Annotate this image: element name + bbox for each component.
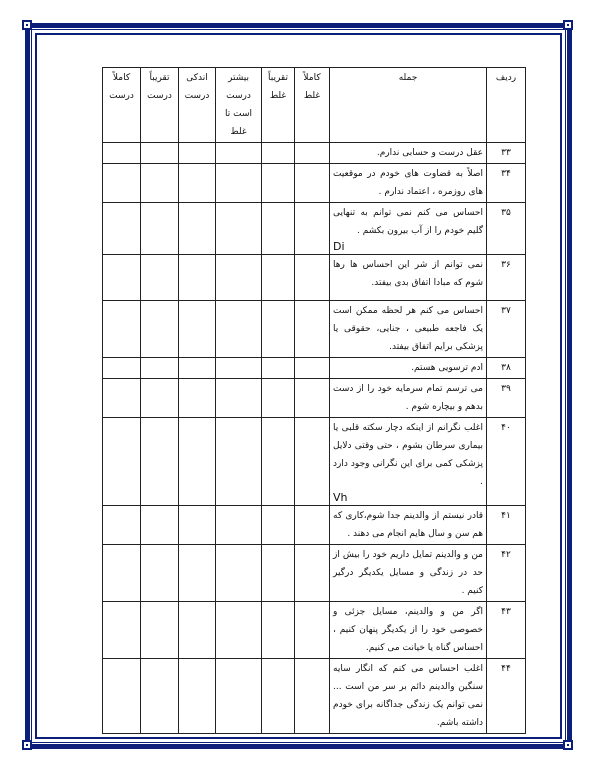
row-sentence [330, 203, 487, 255]
answer-cell-completely-false[interactable] [295, 418, 330, 506]
answer-cell-almost-false[interactable] [262, 301, 295, 358]
answer-cell-more-true-than-false[interactable] [216, 545, 262, 602]
answer-cell-slightly-true[interactable] [179, 143, 216, 164]
row-sentence [330, 659, 487, 734]
row-sentence [330, 255, 487, 301]
answer-cell-more-true-than-false[interactable] [216, 255, 262, 301]
sentence-text: می ترسم تمام سرمایه خود را از دست بدهم و بیچاره شوم . [333, 384, 483, 412]
sentence-mark: Di [333, 240, 345, 253]
answer-cell-slightly-true[interactable] [179, 506, 216, 545]
answer-cell-slightly-true[interactable] [179, 418, 216, 506]
answer-cell-slightly-true[interactable] [179, 301, 216, 358]
answer-cell-completely-true[interactable] [103, 255, 141, 301]
answer-cell-slightly-true[interactable] [179, 164, 216, 203]
sentence-text: ادم ترسویی هستم. [411, 363, 483, 373]
answer-cell-almost-false[interactable] [262, 659, 295, 734]
row-number: ۴۳ [487, 602, 526, 659]
row-number: ۳۹ [487, 379, 526, 418]
row-sentence [330, 164, 487, 203]
sentence-text: اگر من و والدینم، مسایل جزئی و خصوصی خود را از یکدیگر پنهان کنیم ، احساس گناه یا خیانت می کنیم. [333, 607, 483, 653]
table-row [103, 659, 526, 734]
row-sentence [330, 602, 487, 659]
answer-cell-almost-true[interactable] [141, 506, 179, 545]
answer-cell-almost-true[interactable] [141, 418, 179, 506]
table-row [103, 301, 526, 358]
header-slightly-true: اندکی درست [179, 68, 216, 143]
row-sentence [330, 143, 487, 164]
answer-cell-almost-true[interactable] [141, 379, 179, 418]
row-sentence [330, 418, 487, 506]
answer-cell-completely-false[interactable] [295, 143, 330, 164]
answer-cell-almost-false[interactable] [262, 255, 295, 301]
answer-cell-almost-true[interactable] [141, 545, 179, 602]
table-row [103, 358, 526, 379]
corner-ornament-bottom-left [22, 740, 32, 750]
row-number: ۳۶ [487, 255, 526, 301]
table-header-row [103, 68, 526, 143]
table-row [103, 379, 526, 418]
row-sentence [330, 506, 487, 545]
sentence-mark: Vh [333, 491, 348, 504]
answer-cell-completely-true[interactable] [103, 602, 141, 659]
answer-cell-completely-false[interactable] [295, 379, 330, 418]
answer-cell-slightly-true[interactable] [179, 602, 216, 659]
row-number: ۴۴ [487, 659, 526, 734]
answer-cell-slightly-true[interactable] [179, 358, 216, 379]
answer-cell-completely-true[interactable] [103, 301, 141, 358]
row-number: ۳۵ [487, 203, 526, 255]
answer-cell-completely-true[interactable] [103, 545, 141, 602]
answer-cell-more-true-than-false[interactable] [216, 358, 262, 379]
answer-cell-completely-false[interactable] [295, 358, 330, 379]
answer-cell-almost-false[interactable] [262, 602, 295, 659]
sentence-text: اصلاً به قضاوت های خودم در موقعیت های روزمره ، اعتماد ندارم . [333, 169, 483, 197]
row-sentence [330, 379, 487, 418]
sentence-text: قادر نیستم از والدینم جدا شوم،کاری که هم سن و سال هایم انجام می دهند . [333, 511, 483, 539]
answer-cell-almost-false[interactable] [262, 506, 295, 545]
row-number: ۴۰ [487, 418, 526, 506]
sentence-text: احساس می کنم نمی توانم به تنهایی گلیم خودم را از آب بیرون بکشم . [333, 208, 483, 236]
answer-cell-almost-false[interactable] [262, 143, 295, 164]
header-sentence: جمله [330, 68, 487, 143]
answer-cell-more-true-than-false[interactable] [216, 143, 262, 164]
sentence-text: من و والدینم تمایل داریم خود را بیش از حد در زندگی و مسایل یکدیگر درگیر کنیم . [333, 550, 483, 596]
answer-cell-slightly-true[interactable] [179, 545, 216, 602]
sentence-text: عقل درست و حسابی ندارم. [376, 148, 483, 158]
answer-cell-almost-false[interactable] [262, 203, 295, 255]
table-row [103, 255, 526, 301]
answer-cell-almost-false[interactable] [262, 358, 295, 379]
answer-cell-almost-true[interactable] [141, 659, 179, 734]
answer-cell-almost-false[interactable] [262, 545, 295, 602]
answer-cell-completely-true[interactable] [103, 358, 141, 379]
answer-cell-completely-false[interactable] [295, 659, 330, 734]
sentence-text: نمی توانم از شر این احساس ها رها شوم که مبادا اتفاق بدی بیفتد. [333, 260, 483, 288]
answer-cell-completely-true[interactable] [103, 659, 141, 734]
answer-cell-completely-false[interactable] [295, 301, 330, 358]
sentence-text: اغلب احساس می کنم که انگار سایه سنگین والدینم دائم بر سر من است ... نمی توانم یک زندگی جداگانه برای خودم داشته باشم. [333, 664, 483, 728]
table-row [103, 143, 526, 164]
answer-cell-completely-false[interactable] [295, 203, 330, 255]
table-row [103, 545, 526, 602]
answer-cell-completely-true[interactable] [103, 164, 141, 203]
answer-cell-almost-true[interactable] [141, 143, 179, 164]
row-number: ۴۲ [487, 545, 526, 602]
header-almost-true: تقریباً درست [141, 68, 179, 143]
header-row-number: ردیف [487, 68, 526, 143]
answer-cell-completely-false[interactable] [295, 255, 330, 301]
answer-cell-almost-true[interactable] [141, 602, 179, 659]
header-almost-false: تقریباً غلط [262, 68, 295, 143]
answer-cell-completely-false[interactable] [295, 164, 330, 203]
answer-cell-completely-true[interactable] [103, 203, 141, 255]
row-sentence [330, 301, 487, 358]
header-more-true-than-false: بیشتر درست است تا غلط [216, 68, 262, 143]
table-row [103, 164, 526, 203]
answer-cell-completely-false[interactable] [295, 506, 330, 545]
row-number: ۳۷ [487, 301, 526, 358]
answer-cell-almost-false[interactable] [262, 379, 295, 418]
sentence-text: احساس می کنم هر لحظه ممکن است یک فاجعه طبیعی ، جنایی، حقوقی یا پزشکی برایم اتفاق بیفتد. [333, 306, 483, 352]
answer-cell-completely-true[interactable] [103, 506, 141, 545]
questionnaire-table [102, 67, 526, 734]
answer-cell-slightly-true[interactable] [179, 659, 216, 734]
table-row [103, 506, 526, 545]
answer-cell-slightly-true[interactable] [179, 379, 216, 418]
table-row [103, 203, 526, 255]
answer-cell-almost-true[interactable] [141, 203, 179, 255]
table-row [103, 602, 526, 659]
corner-ornament-bottom-right [563, 740, 573, 750]
answer-cell-more-true-than-false[interactable] [216, 506, 262, 545]
answer-cell-completely-true[interactable] [103, 143, 141, 164]
answer-cell-almost-false[interactable] [262, 418, 295, 506]
row-number: ۳۴ [487, 164, 526, 203]
sentence-text: اغلب نگرانم از اینکه دچار سکته قلبی یا بیماری سرطان بشوم ، حتی وقتی دلایل پزشکی کمی برای این نگرانی وجود دارد . [333, 423, 483, 487]
corner-ornament-top-right [563, 20, 573, 30]
corner-ornament-top-left [22, 20, 32, 30]
answer-cell-more-true-than-false[interactable] [216, 203, 262, 255]
answer-cell-almost-true[interactable] [141, 255, 179, 301]
answer-cell-almost-true[interactable] [141, 164, 179, 203]
answer-cell-completely-true[interactable] [103, 418, 141, 506]
answer-cell-almost-true[interactable] [141, 301, 179, 358]
table-row [103, 418, 526, 506]
answer-cell-almost-false[interactable] [262, 164, 295, 203]
row-number: ۳۳ [487, 143, 526, 164]
answer-cell-more-true-than-false[interactable] [216, 659, 262, 734]
row-number: ۳۸ [487, 358, 526, 379]
answer-cell-completely-true[interactable] [103, 379, 141, 418]
answer-cell-more-true-than-false[interactable] [216, 418, 262, 506]
answer-cell-more-true-than-false[interactable] [216, 301, 262, 358]
answer-cell-more-true-than-false[interactable] [216, 164, 262, 203]
row-sentence [330, 545, 487, 602]
row-sentence [330, 358, 487, 379]
answer-cell-slightly-true[interactable] [179, 255, 216, 301]
answer-cell-completely-false[interactable] [295, 545, 330, 602]
header-completely-true: کاملاً درست [103, 68, 141, 143]
answer-cell-slightly-true[interactable] [179, 203, 216, 255]
header-completely-false: کاملاً غلط [295, 68, 330, 143]
answer-cell-more-true-than-false[interactable] [216, 602, 262, 659]
row-number: ۴۱ [487, 506, 526, 545]
answer-cell-more-true-than-false[interactable] [216, 379, 262, 418]
answer-cell-almost-true[interactable] [141, 358, 179, 379]
answer-cell-completely-false[interactable] [295, 602, 330, 659]
